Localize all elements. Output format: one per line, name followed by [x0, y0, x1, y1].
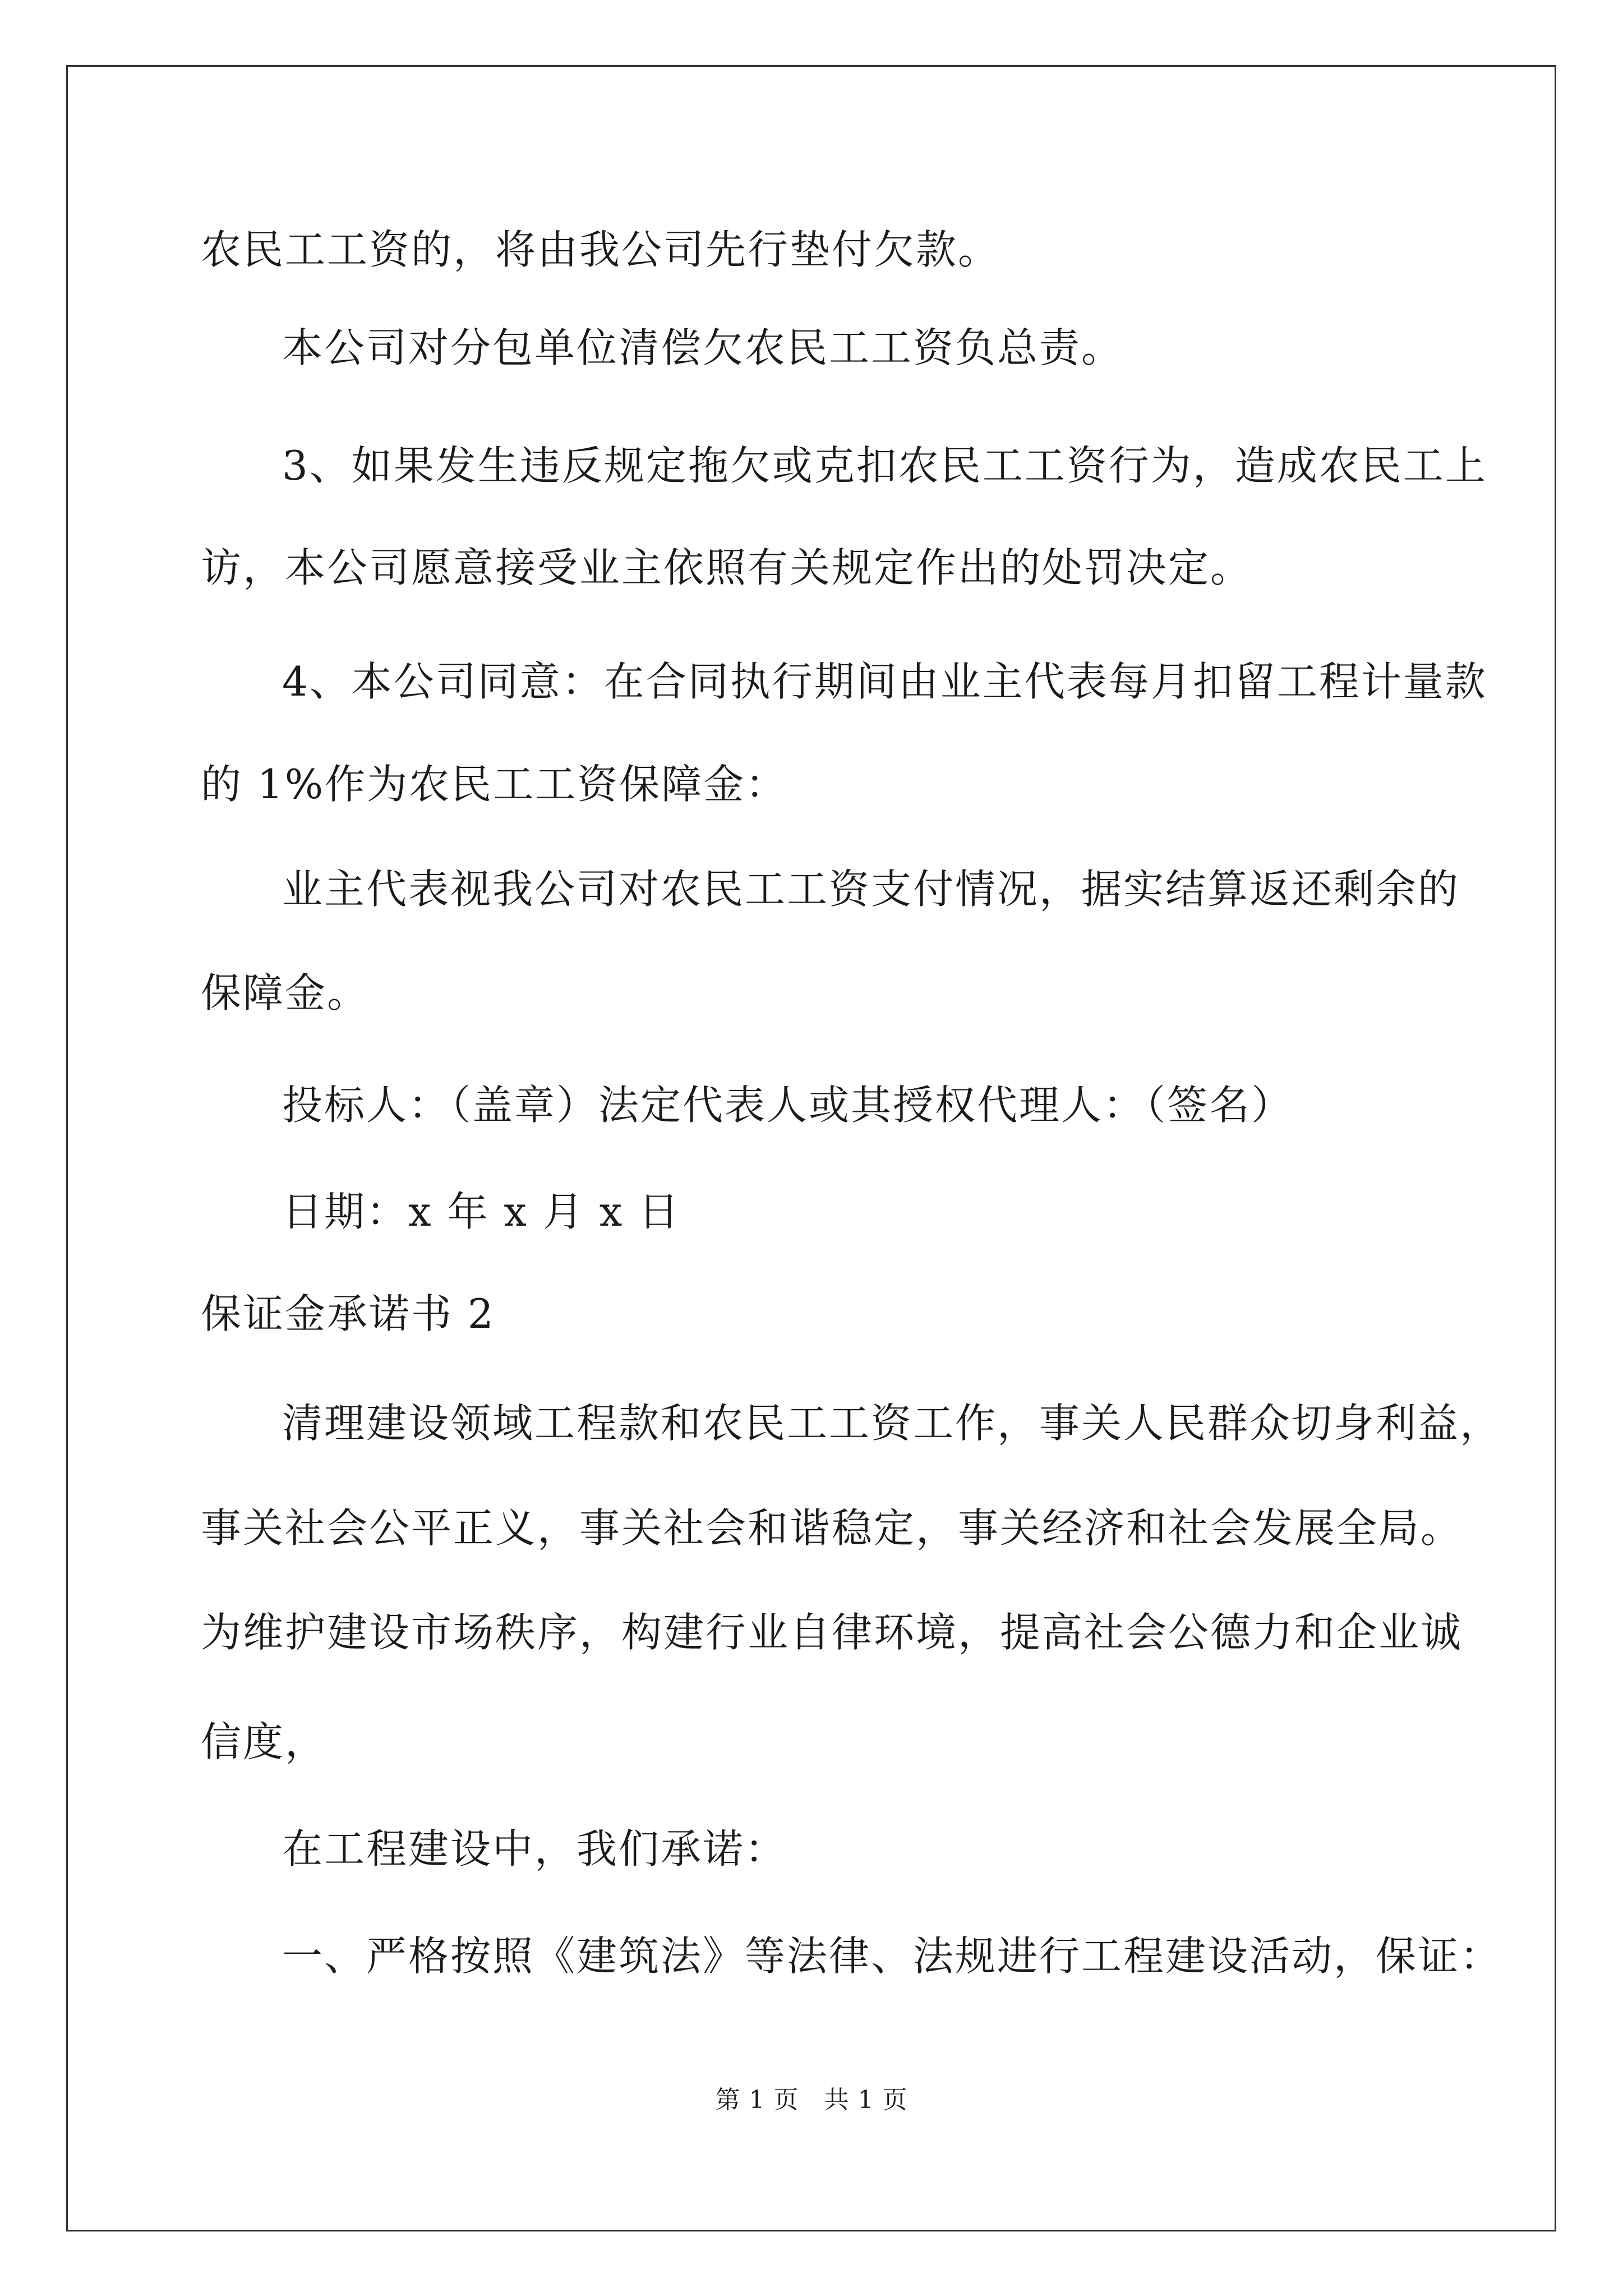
- page-border: [66, 65, 1556, 2231]
- text-line: 为维护建设市场秩序，构建行业自律环境，提高社会公德力和企业诚: [201, 1609, 1463, 1656]
- text-line: 访，本公司愿意接受业主依照有关规定作出的处罚决定。: [201, 544, 1253, 591]
- text-line: 的 1%作为农民工工资保障金：: [201, 761, 788, 808]
- text-line: 信度，: [201, 1718, 328, 1765]
- text-line: 3、如果发生违反规定拖欠或克扣农民工工资行为，造成农民工上: [282, 442, 1487, 489]
- text-line: 事关社会公平正义，事关社会和谐稳定，事关经济和社会发展全局。: [201, 1504, 1463, 1552]
- page-footer: 第 1 页 共 1 页: [715, 2086, 908, 2114]
- text-line: 清理建设领域工程款和农民工工资工作，事关人民群众切身利益，: [282, 1400, 1502, 1447]
- text-line: 农民工工资的，将由我公司先行垫付欠款。: [201, 226, 1000, 273]
- text-line: 业主代表视我公司对农民工工资支付情况，据实结算返还剩余的: [282, 866, 1460, 913]
- text-line: 保障金。: [201, 969, 370, 1016]
- text-line: 4、本公司同意：在合同执行期间由业主代表每月扣留工程计量款: [282, 658, 1487, 705]
- text-line: 一、严格按照《建筑法》等法律、法规进行工程建设活动，保证：: [282, 1932, 1502, 1980]
- text-line: 投标人：（盖章）法定代表人或其授权代理人：（签名）: [282, 1082, 1294, 1129]
- section-heading: 保证金承诺书 2: [201, 1290, 495, 1337]
- text-line: 本公司对分包单位清偿欠农民工工资负总责。: [282, 324, 1124, 371]
- text-line: 在工程建设中，我们承诺：: [282, 1825, 787, 1872]
- text-line: 日期：x 年 x 月 x 日: [282, 1188, 681, 1235]
